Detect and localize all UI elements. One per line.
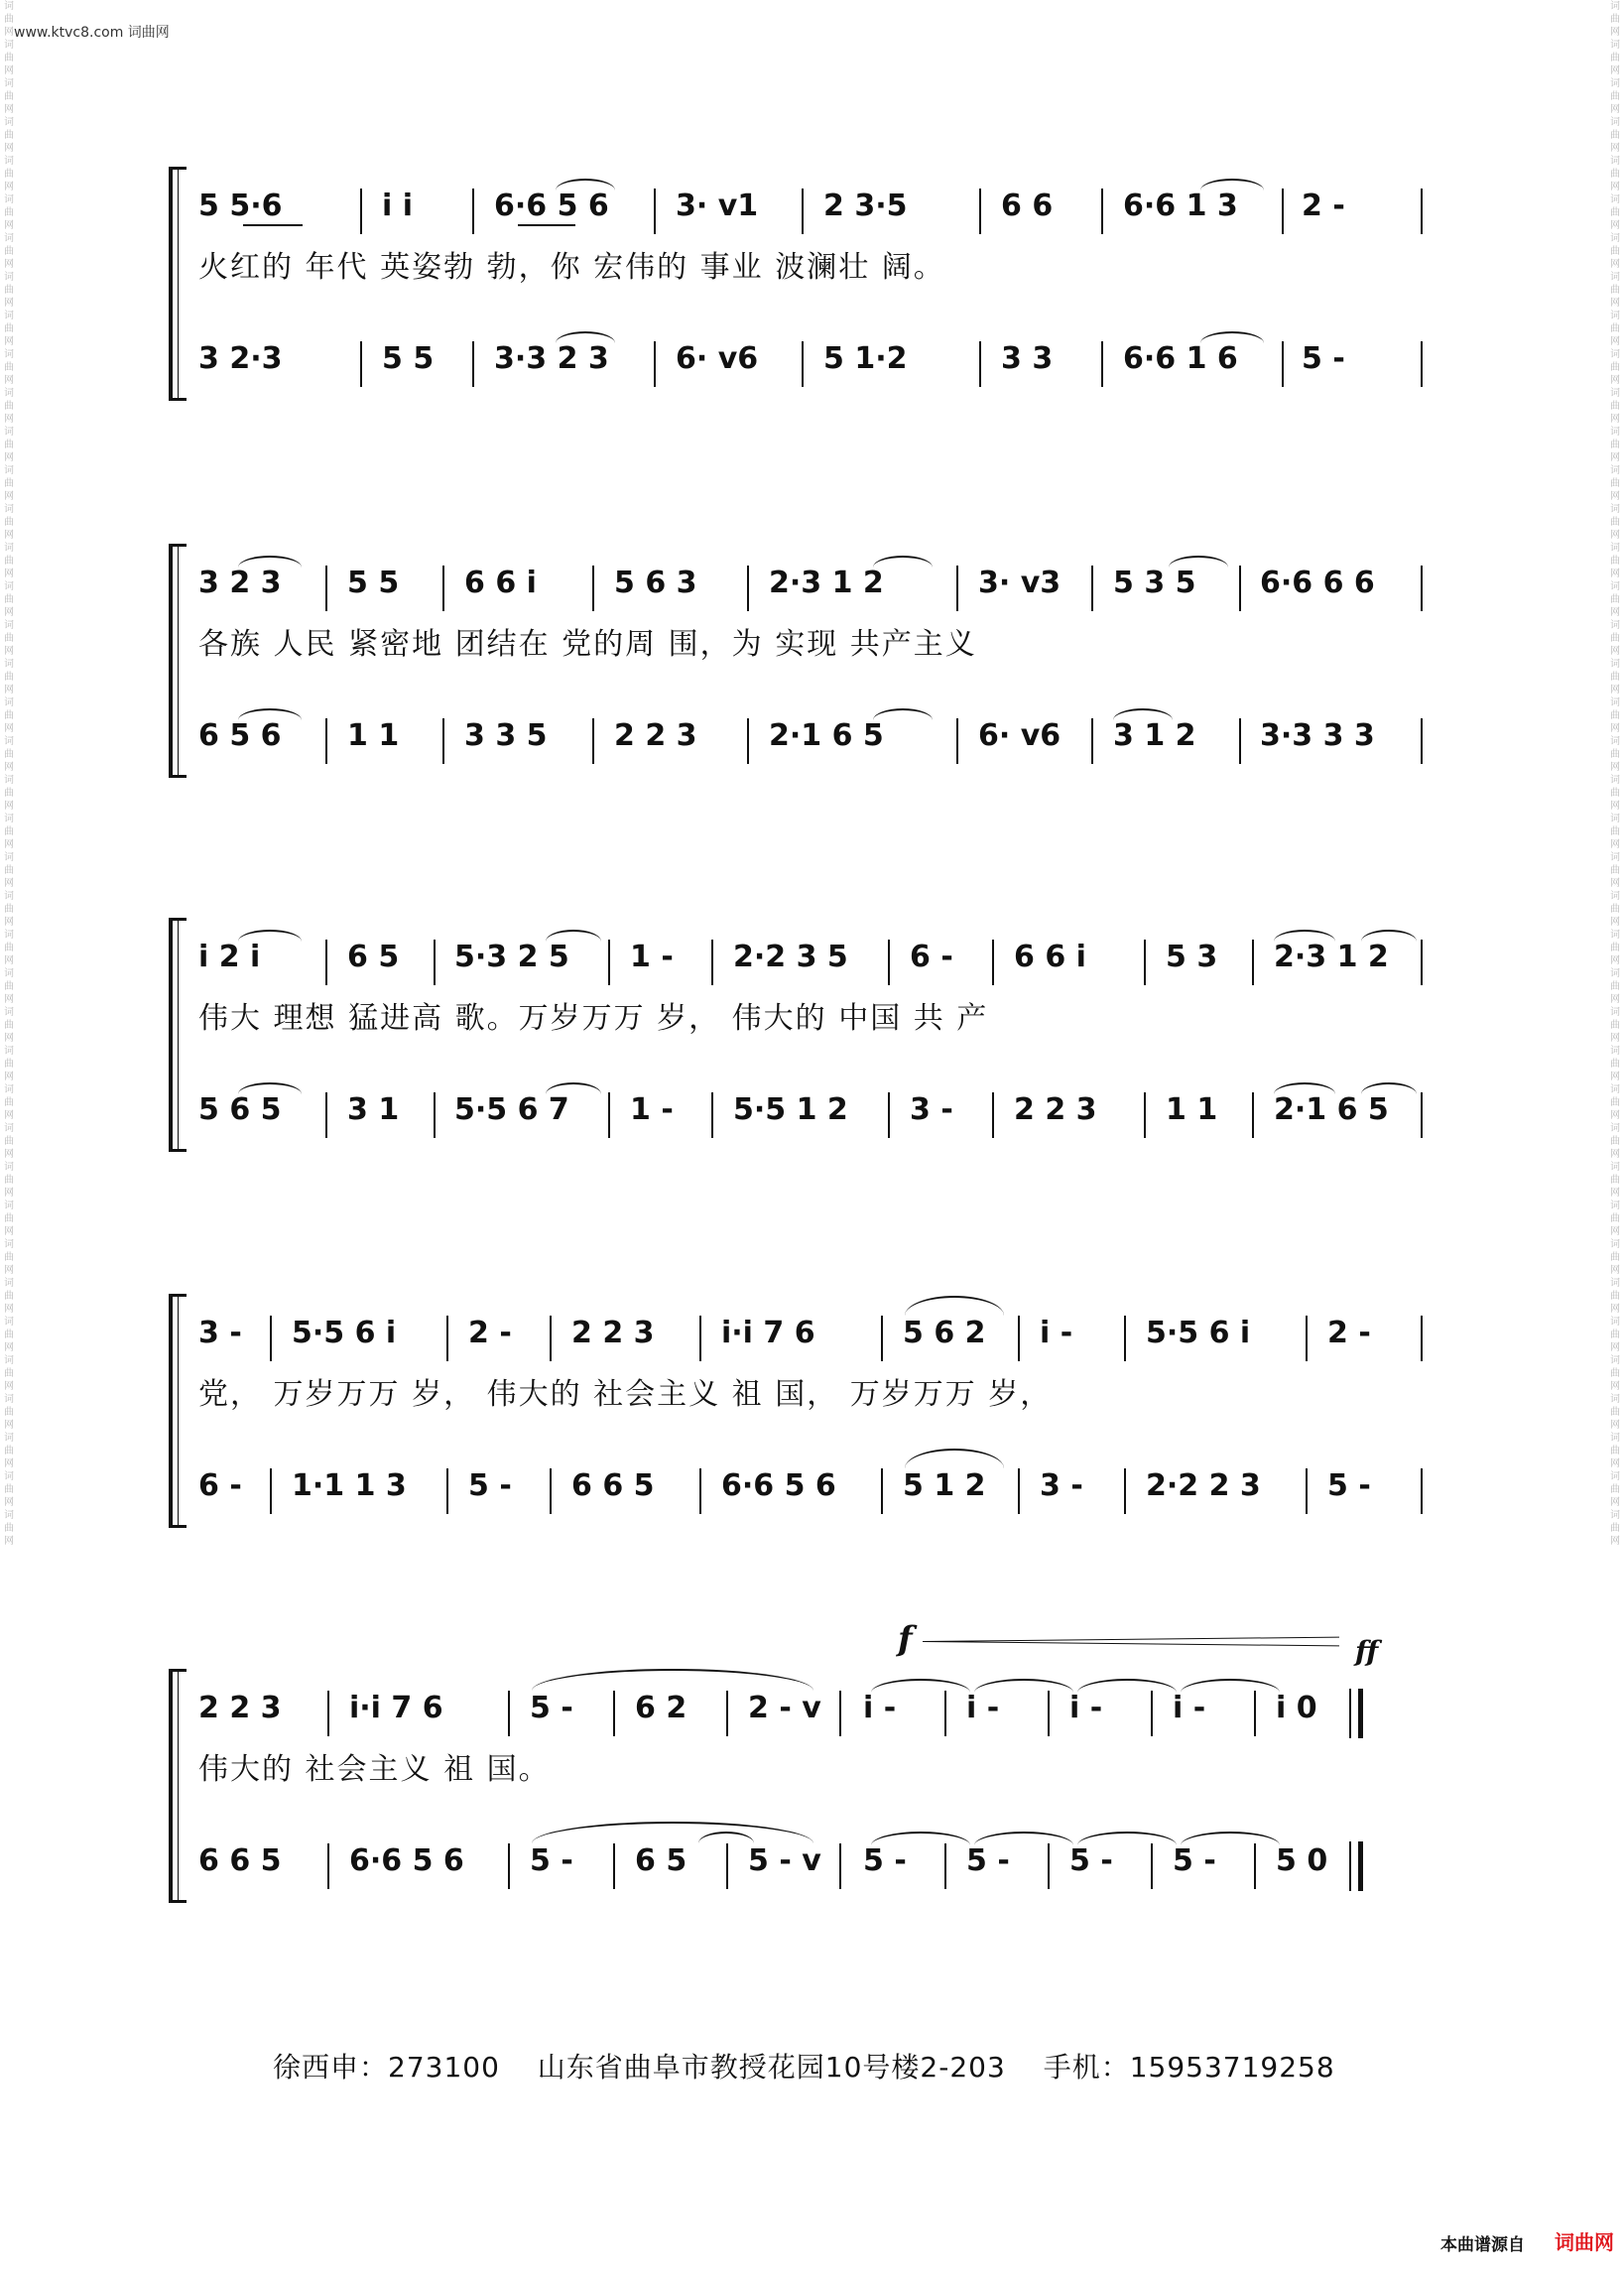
staff-bracket [169, 544, 187, 778]
barline [1252, 1092, 1254, 1138]
measure: 2·1 6 5 [1274, 1092, 1389, 1127]
footer-address: 山东省曲阜市教授花园10号楼2-203 [537, 2051, 1006, 2084]
slur [905, 1296, 1004, 1316]
harmony-row [198, 1456, 1458, 1516]
measure: 6 6 [1001, 189, 1054, 223]
barline [434, 1092, 436, 1138]
lyrics-text: 伟大的 社会主义 祖 国。 [198, 1752, 551, 1787]
measure: 5 1·2 [823, 341, 908, 376]
barline [1124, 1468, 1126, 1514]
barline [327, 1843, 329, 1889]
measure: 6·6 1 3 [1123, 189, 1238, 223]
measure: 5 0 [1276, 1843, 1328, 1878]
harmony-row [198, 329, 1458, 389]
barline [839, 1843, 841, 1889]
measure: 5·5 6 i [1146, 1316, 1251, 1350]
final-barline [1349, 1841, 1363, 1891]
measure: 5 - [1069, 1843, 1113, 1878]
measure: 5·5 6 i [292, 1316, 397, 1350]
barline [956, 718, 958, 764]
barline [360, 341, 362, 387]
barline [979, 189, 981, 234]
barline [270, 1316, 272, 1361]
measure: 6·6 5 6 [494, 189, 609, 223]
measure: 6·6 1 6 [1123, 341, 1238, 376]
barline [654, 341, 656, 387]
melody-row [198, 177, 1458, 236]
barline [613, 1691, 615, 1736]
staff-bracket [169, 918, 187, 1152]
measure: 2·3 1 2 [769, 566, 884, 600]
barline [270, 1468, 272, 1514]
barline [592, 566, 594, 611]
measure: 5 5 [347, 566, 400, 600]
measure: 5 - [863, 1843, 907, 1878]
footer-contact [273, 2046, 1363, 2086]
barline [550, 1316, 552, 1361]
measure: 5 - [966, 1843, 1010, 1878]
barline [434, 940, 436, 985]
barline [1091, 566, 1093, 611]
measure: i - [863, 1691, 897, 1725]
staff-bracket [169, 167, 187, 401]
measure: 3 2·3 [198, 341, 283, 376]
measure: 2·3 1 2 [1274, 940, 1389, 974]
score-system-5 [169, 1619, 1458, 1903]
barline [608, 940, 610, 985]
measure: 5 - [1327, 1468, 1371, 1503]
barline [699, 1316, 701, 1361]
measure: 6 2 [635, 1691, 687, 1725]
barline [1091, 718, 1093, 764]
measure: 5 - [1173, 1843, 1216, 1878]
measure: 6· v6 [978, 718, 1062, 753]
melody-row [198, 928, 1458, 987]
lyrics-row [198, 1365, 1458, 1425]
barline [1421, 566, 1423, 611]
measure: 3 - [1040, 1468, 1083, 1503]
measure: i - [1040, 1316, 1073, 1350]
barline [1421, 1092, 1423, 1138]
barline [442, 566, 444, 611]
barline [1421, 1316, 1423, 1361]
barline [1421, 1468, 1423, 1514]
barline [1282, 341, 1284, 387]
barline [654, 189, 656, 234]
measure: 2 - v [748, 1691, 821, 1725]
measure: 6·6 6 6 [1260, 566, 1375, 600]
measure: 2·2 3 5 [733, 940, 848, 974]
measure: 2 2 3 [571, 1316, 655, 1350]
barline [327, 1691, 329, 1736]
barline [1252, 940, 1254, 985]
barline [956, 566, 958, 611]
barline [592, 718, 594, 764]
score-system-1 [169, 167, 1458, 401]
barline [881, 1468, 883, 1514]
measure: 1 1 [347, 718, 400, 753]
barline [472, 341, 474, 387]
barline [1239, 566, 1241, 611]
measure: i - [1069, 1691, 1103, 1725]
barline [711, 940, 713, 985]
measure: 5·3 2 5 [454, 940, 569, 974]
score-system-2 [169, 544, 1458, 778]
measure: 5 - v [748, 1843, 821, 1878]
measure: 6 5 [347, 940, 400, 974]
measure: 6 6 i [464, 566, 537, 600]
barline [992, 1092, 994, 1138]
barline [1254, 1843, 1256, 1889]
measure: 5·5 6 7 [454, 1092, 569, 1127]
dynamic-forte: f [898, 1619, 913, 1659]
measure: 3 2 3 [198, 566, 282, 600]
measure: 6 6 i [1014, 940, 1086, 974]
measure: 6 6 5 [571, 1468, 655, 1503]
measure: 3 1 [347, 1092, 400, 1127]
barline [1018, 1468, 1020, 1514]
staff-bracket [169, 1294, 187, 1528]
barline [1144, 940, 1146, 985]
barline [472, 189, 474, 234]
melody-row [198, 1304, 1458, 1363]
slur [905, 1449, 1004, 1468]
barline [1421, 189, 1423, 234]
barline [1421, 940, 1423, 985]
barline [944, 1691, 946, 1736]
score-system-3 [169, 918, 1458, 1152]
slur [532, 1669, 813, 1691]
barline [1101, 341, 1103, 387]
harmony-row [198, 1832, 1458, 1891]
measure: 3 3 5 [464, 718, 548, 753]
measure: 5 - [530, 1691, 573, 1725]
barline [888, 1092, 890, 1138]
measure: 5 6 3 [614, 566, 697, 600]
harmony-row [198, 706, 1458, 766]
measure: 3 1 2 [1113, 718, 1196, 753]
measure: i·i 7 6 [349, 1691, 443, 1725]
barline [1421, 341, 1423, 387]
barline [1282, 189, 1284, 234]
slur [532, 1822, 813, 1843]
melody-row [198, 554, 1458, 613]
measure: 5 3 5 [1113, 566, 1196, 600]
barline [881, 1316, 883, 1361]
barline [1306, 1468, 1308, 1514]
staff-bracket [169, 1669, 187, 1903]
measure: 2·1 6 5 [769, 718, 884, 753]
barline [1306, 1316, 1308, 1361]
measure: i - [966, 1691, 1000, 1725]
measure: 5 - [1302, 341, 1345, 376]
measure: 6 6 5 [198, 1843, 282, 1878]
measure: 2 2 3 [614, 718, 697, 753]
lyrics-row [198, 238, 1458, 298]
measure: 5 5·6 [198, 189, 283, 223]
barline [613, 1843, 615, 1889]
measure: 1·1 1 3 [292, 1468, 407, 1503]
barline [979, 341, 981, 387]
watermark-right: 词曲网词曲网词曲网词曲网词曲网词曲网词曲网词曲网词曲网词曲网词曲网词曲网词曲网词曲网词曲网词曲网词曲网词曲网词曲网词曲网词曲网词曲网词曲网词曲网词曲网词曲网词曲网词曲网词曲网词曲网词曲网词曲网词曲网词曲网词曲网词曲网词曲网词曲网词曲网词曲网 [1610, 1, 1620, 1547]
barline [446, 1468, 448, 1514]
barline [325, 1092, 327, 1138]
measure: 6 - [198, 1468, 242, 1503]
measure: 3· v1 [676, 189, 759, 223]
source-label: 本曲谱源自 [1440, 2235, 1525, 2255]
harmony-row [198, 1080, 1458, 1140]
measure: i 2 i [198, 940, 261, 974]
score-system-4 [169, 1294, 1458, 1528]
barline [726, 1691, 728, 1736]
measure: 2 3·5 [823, 189, 908, 223]
barline [1048, 1691, 1050, 1736]
watermark-left: 词曲网词曲网词曲网词曲网词曲网词曲网词曲网词曲网词曲网词曲网词曲网词曲网词曲网词曲网词曲网词曲网词曲网词曲网词曲网词曲网词曲网词曲网词曲网词曲网词曲网词曲网词曲网词曲网词曲网词曲网词曲网词曲网词曲网词曲网词曲网词曲网词曲网词曲网词曲网词曲网 [4, 1, 14, 1547]
measure: 2 2 3 [198, 1691, 282, 1725]
lyrics-text: 伟大 理想 猛进高 歌。万岁万万 岁， 伟大的 中国 共 产 [198, 1001, 989, 1036]
measure: i·i 7 6 [721, 1316, 815, 1350]
measure: 6 5 [635, 1843, 687, 1878]
barline [446, 1316, 448, 1361]
lyrics-row [198, 615, 1458, 675]
barline [1144, 1092, 1146, 1138]
measure: 3·3 3 3 [1260, 718, 1375, 753]
barline [1101, 189, 1103, 234]
lyrics-text: 党， 万岁万万 岁， 伟大的 社会主义 祖 国， 万岁万万 岁， [198, 1377, 1053, 1412]
underline [243, 224, 303, 226]
measure: 1 1 [1166, 1092, 1218, 1127]
measure: 5 5 [382, 341, 435, 376]
barline [1239, 718, 1241, 764]
lyrics-row [198, 1740, 1458, 1800]
measure: 2 - [1302, 189, 1345, 223]
barline [839, 1691, 841, 1736]
measure: i i [382, 189, 414, 223]
barline [699, 1468, 701, 1514]
footer-phone: 手机：15953719258 [1043, 2051, 1335, 2084]
measure: 5 3 [1166, 940, 1218, 974]
measure: 6 - [910, 940, 953, 974]
measure: 2 2 3 [1014, 1092, 1097, 1127]
lyrics-text: 各族 人民 紧密地 团结在 党的周 围，为 实现 共产主义 [198, 627, 977, 662]
barline [550, 1468, 552, 1514]
measure: 3· v3 [978, 566, 1062, 600]
barline [802, 189, 804, 234]
barline [508, 1843, 510, 1889]
barline [726, 1843, 728, 1889]
barline [1124, 1316, 1126, 1361]
measure: 3 - [198, 1316, 242, 1350]
lyrics-text: 火红的 年代 英姿勃 勃，你 宏伟的 事业 波澜壮 阔。 [198, 250, 945, 285]
measure: 3 3 [1001, 341, 1054, 376]
barline [992, 940, 994, 985]
underline [518, 224, 575, 226]
barline [747, 718, 749, 764]
barline [1018, 1316, 1020, 1361]
melody-row [198, 1679, 1458, 1738]
measure: 2·2 2 3 [1146, 1468, 1261, 1503]
measure: 1 - [630, 940, 674, 974]
measure: 5 6 5 [198, 1092, 282, 1127]
barline [1151, 1843, 1153, 1889]
barline [508, 1691, 510, 1736]
measure: 6·6 5 6 [349, 1843, 464, 1878]
site-header: www.ktvc8.com 词曲网 [14, 25, 170, 41]
barline [888, 940, 890, 985]
measure: 5 - [468, 1468, 512, 1503]
barline [1151, 1691, 1153, 1736]
barline [325, 718, 327, 764]
measure: 6· v6 [676, 341, 759, 376]
dynamic-fortissimo: ff [1355, 1635, 1379, 1668]
measure: 6 5 6 [198, 718, 282, 753]
measure: i - [1173, 1691, 1206, 1725]
measure: 5 - [530, 1843, 573, 1878]
measure: 5 1 2 [903, 1468, 986, 1503]
measure: 5 6 2 [903, 1316, 986, 1350]
barline [1254, 1691, 1256, 1736]
barline [325, 566, 327, 611]
final-barline [1349, 1689, 1363, 1738]
barline [608, 1092, 610, 1138]
barline [747, 566, 749, 611]
measure: 3 - [910, 1092, 953, 1127]
measure: 5·5 1 2 [733, 1092, 848, 1127]
lyrics-row [198, 989, 1458, 1049]
crescendo-hairpin-lower [923, 1641, 1339, 1646]
barline [711, 1092, 713, 1138]
measure: 1 - [630, 1092, 674, 1127]
footer-name-zip: 徐西申：273100 [273, 2051, 500, 2084]
measure: i 0 [1276, 1691, 1317, 1725]
measure: 2 - [468, 1316, 512, 1350]
barline [802, 341, 804, 387]
barline [1048, 1843, 1050, 1889]
source-logo: 词曲网 [1555, 2230, 1614, 2254]
measure: 2 - [1327, 1316, 1371, 1350]
barline [360, 189, 362, 234]
barline [1421, 718, 1423, 764]
barline [944, 1843, 946, 1889]
measure: 6·6 5 6 [721, 1468, 836, 1503]
measure: 3·3 2 3 [494, 341, 609, 376]
barline [442, 718, 444, 764]
barline [325, 940, 327, 985]
